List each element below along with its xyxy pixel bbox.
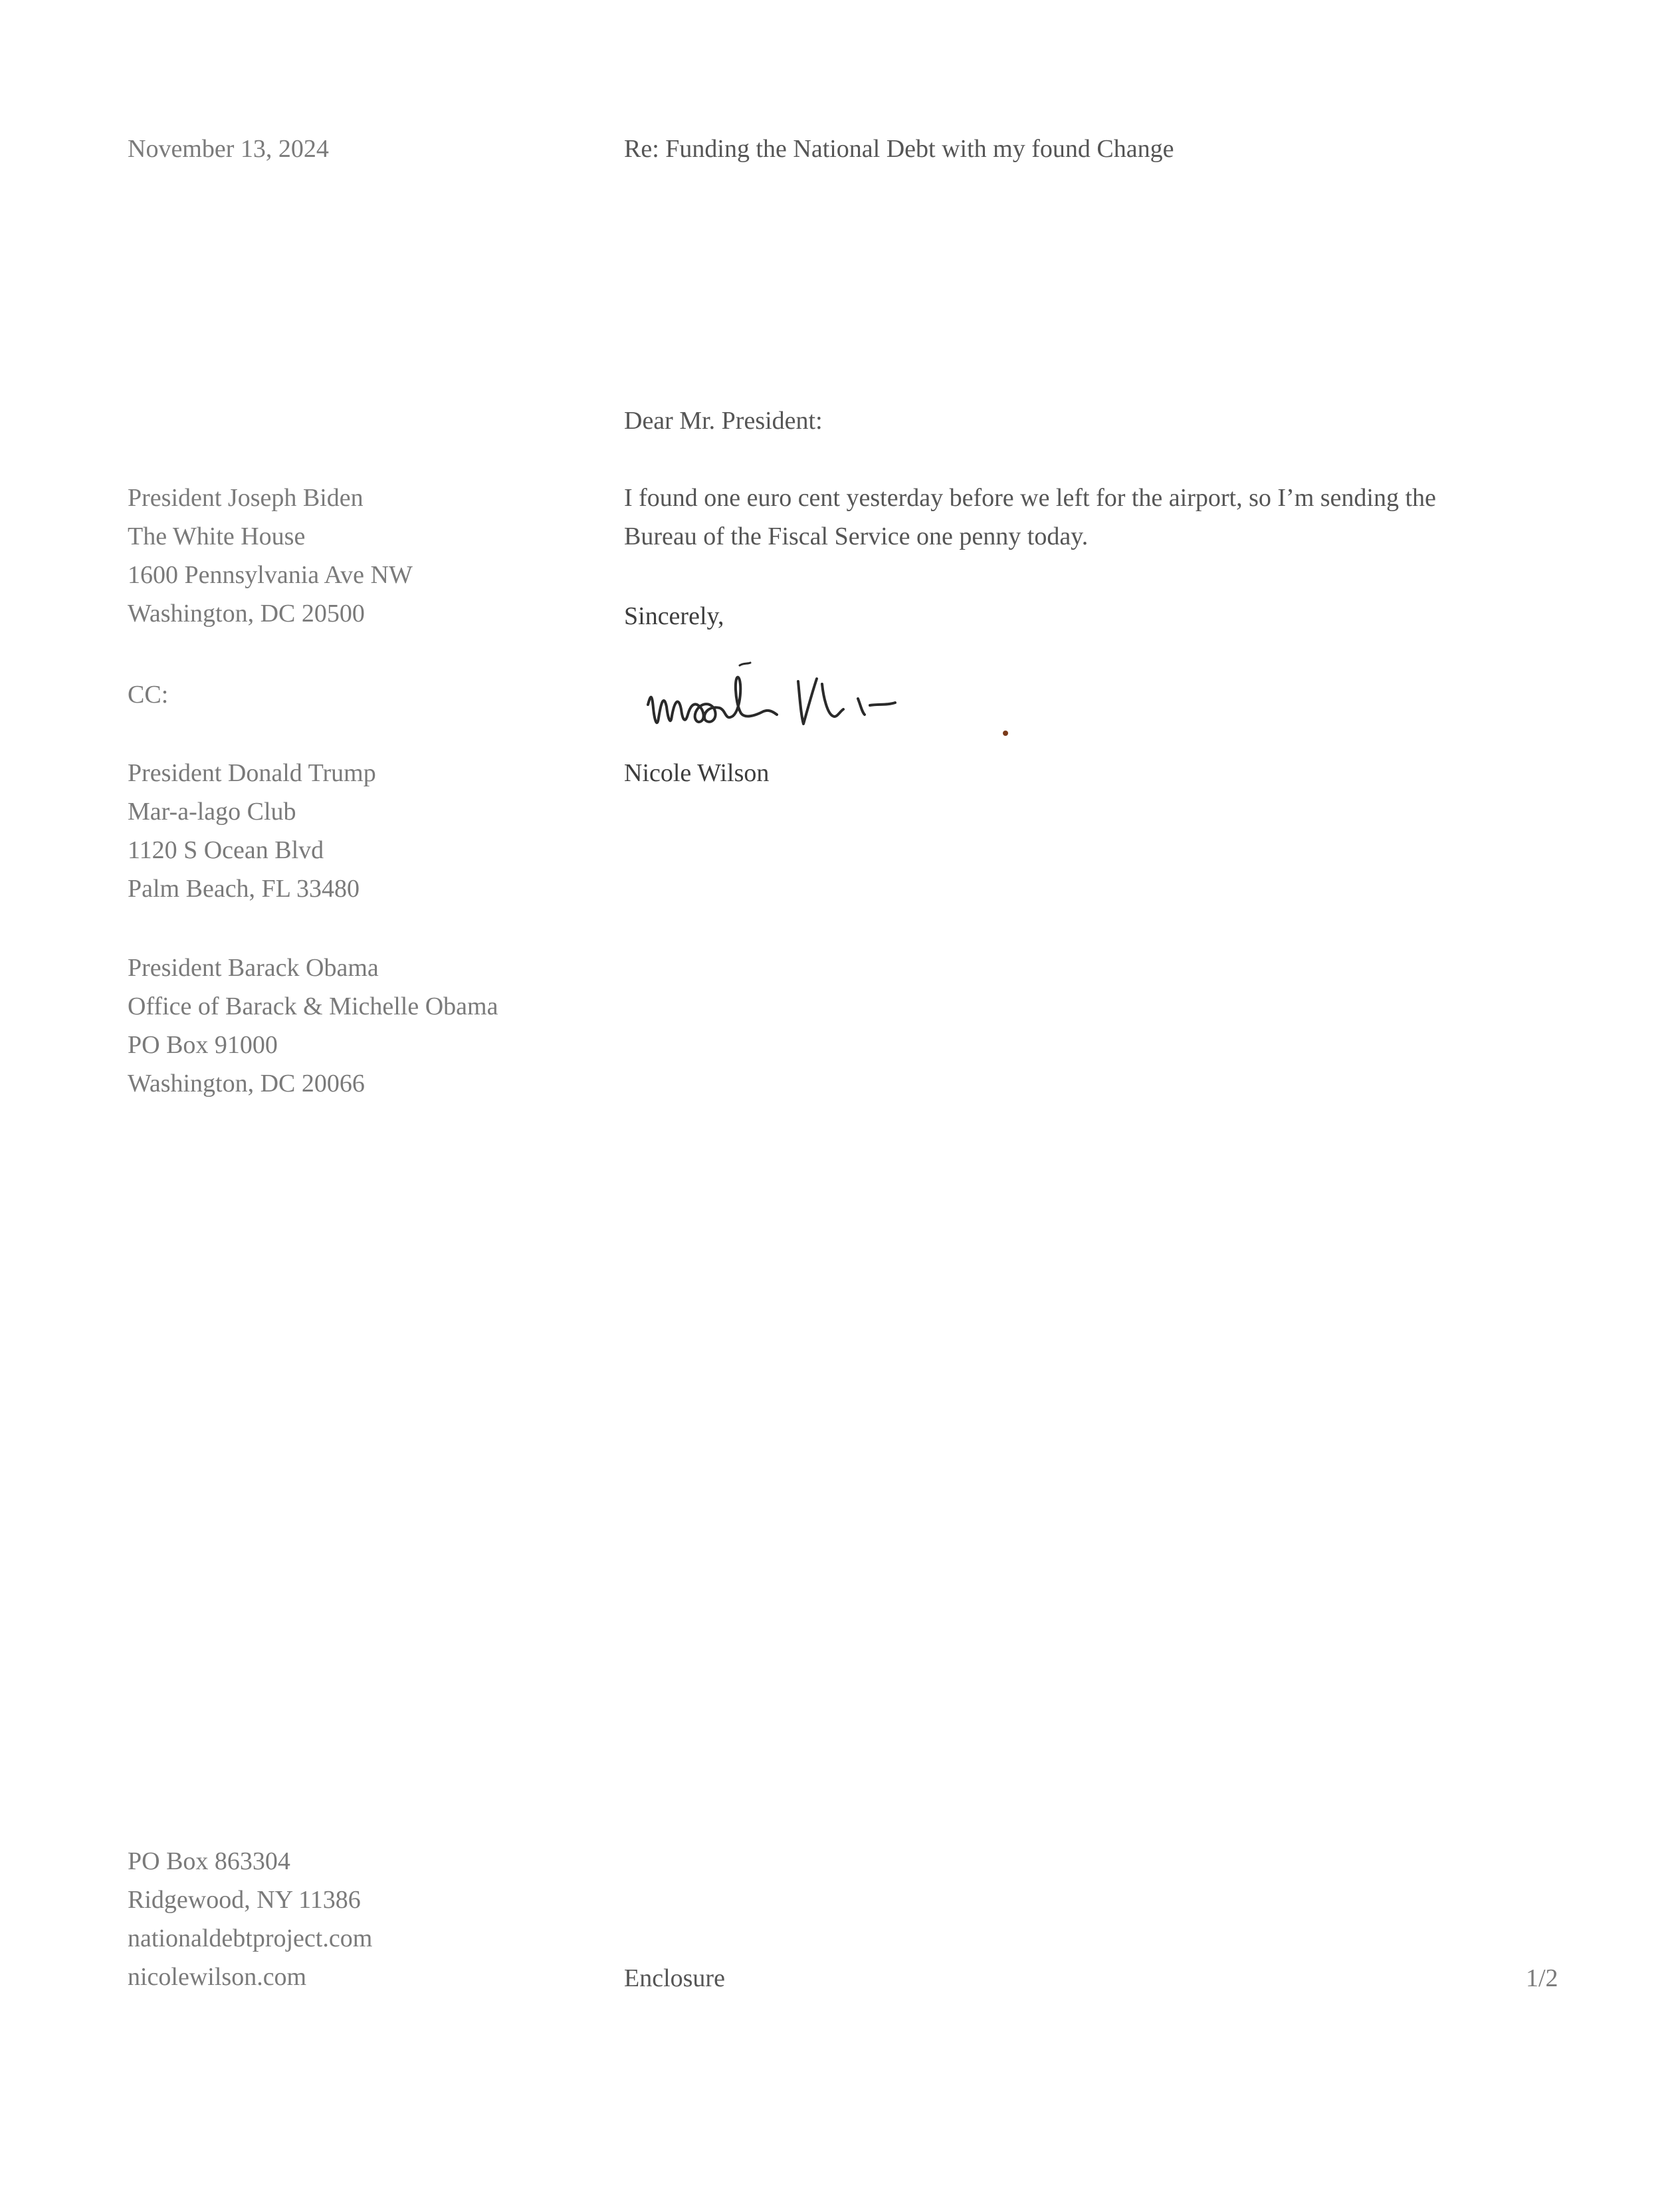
ink-dot bbox=[1003, 731, 1008, 736]
closing: Sincerely, bbox=[624, 602, 724, 630]
letter-subject: Re: Funding the National Debt with my found Change bbox=[624, 135, 1174, 163]
cc-recipient-line: Palm Beach, FL 33480 bbox=[128, 875, 360, 903]
recipient-line: President Joseph Biden bbox=[128, 484, 364, 512]
body-line: I found one euro cent yesterday before we left for the airport, so I’m sending the bbox=[624, 484, 1436, 512]
signature-stroke bbox=[798, 679, 895, 724]
page-number: 1/2 bbox=[1526, 1964, 1558, 1992]
cc-recipient-address bbox=[128, 949, 498, 1103]
sender-website-link: nationaldebtproject.com bbox=[128, 1924, 373, 1952]
cc-recipient-line: President Donald Trump bbox=[128, 759, 376, 787]
letter-date: November 13, 2024 bbox=[128, 135, 329, 163]
sender-line: PO Box 863304 bbox=[128, 1847, 290, 1875]
cc-recipient-line: PO Box 91000 bbox=[128, 1031, 278, 1059]
cc-recipient-line: Washington, DC 20066 bbox=[128, 1070, 365, 1098]
body-line: Bureau of the Fiscal Service one penny today. bbox=[624, 522, 1089, 550]
cc-recipient-line: President Barack Obama bbox=[128, 954, 379, 982]
signature-stroke bbox=[740, 663, 750, 665]
signature-stroke bbox=[648, 677, 777, 723]
cc-recipient-line: 1120 S Ocean Blvd bbox=[128, 836, 324, 864]
cc-label: CC: bbox=[128, 681, 169, 709]
cc-recipient-address bbox=[128, 754, 376, 908]
cc-recipient-line: Office of Barack & Michelle Obama bbox=[128, 992, 498, 1020]
sender-line: Ridgewood, NY 11386 bbox=[128, 1886, 361, 1914]
handwritten-signature bbox=[641, 655, 1013, 754]
signer-name: Nicole Wilson bbox=[624, 759, 770, 787]
recipient-address bbox=[128, 479, 413, 633]
recipient-line: 1600 Pennsylvania Ave NW bbox=[128, 561, 413, 589]
recipient-line: Washington, DC 20500 bbox=[128, 600, 365, 628]
salutation: Dear Mr. President: bbox=[624, 407, 823, 435]
letter-body bbox=[624, 479, 1436, 556]
sender-website-link: nicolewilson.com bbox=[128, 1963, 307, 1991]
recipient-line: The White House bbox=[128, 522, 306, 550]
sender-address bbox=[128, 1842, 372, 1996]
cc-recipient-line: Mar-a-lago Club bbox=[128, 798, 296, 826]
enclosure-note: Enclosure bbox=[624, 1964, 725, 1992]
